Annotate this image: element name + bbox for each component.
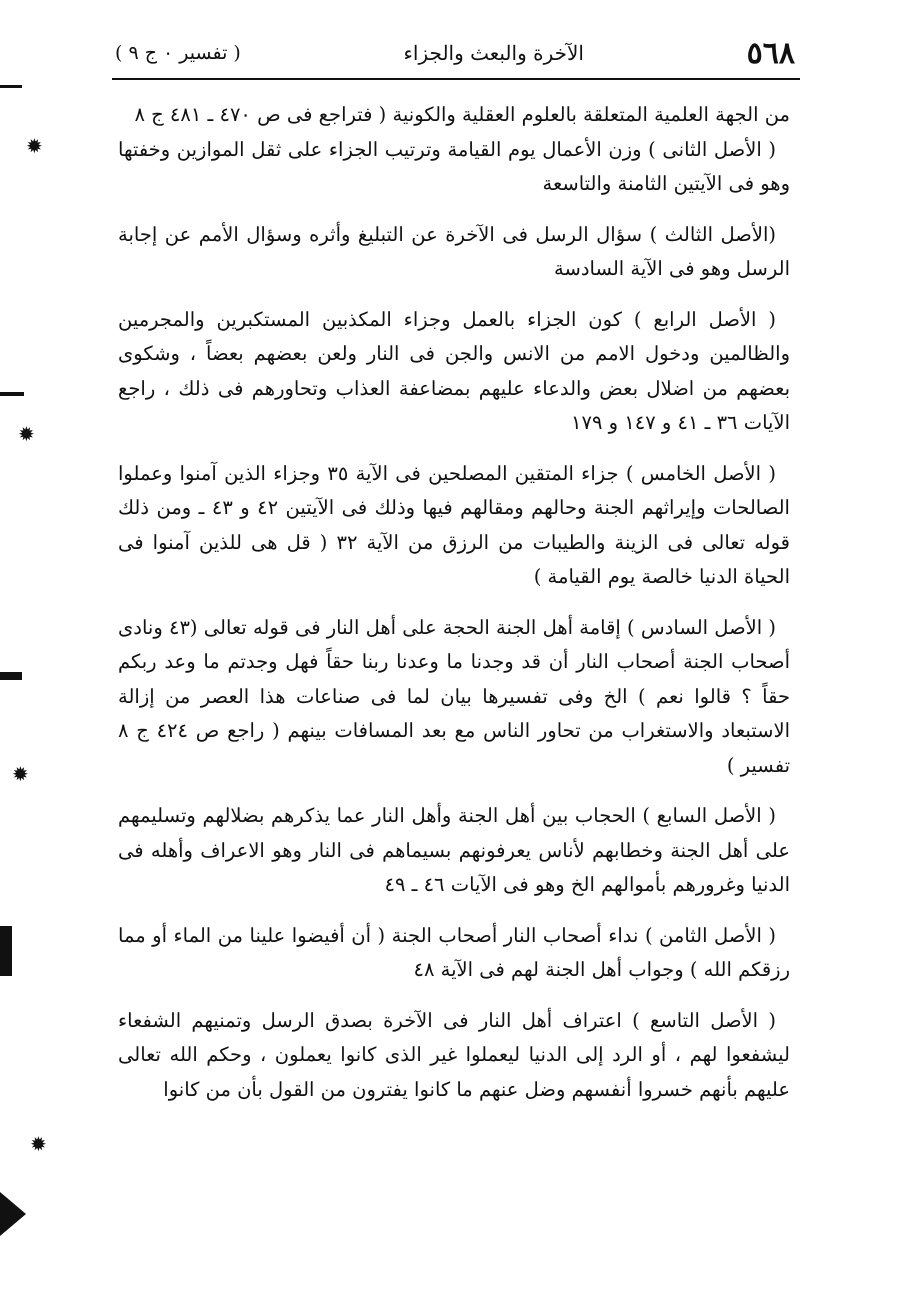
header-rule xyxy=(112,78,800,80)
scan-edge-mark xyxy=(0,1192,26,1236)
paragraph-asl-4: ( الأصل الرابع ) كون الجزاء بالعمل وجزاء المكذبين المستكبرين والمجرمين والظالمين ودخول الامم من الانس والجن فى النار ولعن بعضهم بعضاً ، وشكوى بعضهم من اضلال بعض والدعاء عليهم بمضاعفة العذاب وتحاورهم فى ذلك ، راجع الآيات ٣٦ ـ ٤١ و ١٤٧ و ١٧٩ xyxy=(118,307,790,434)
running-title: الآخرة والبعث والجزاء xyxy=(403,41,584,65)
book-reference: ( تفسير ٠ ج ٩ ) xyxy=(115,42,241,64)
scan-blot: ✹ xyxy=(18,422,35,446)
scan-blot: ✹ xyxy=(12,762,29,786)
paragraph-continuation: من الجهة العلمية المتعلقة بالعلوم العقلية والكونية ( فتراجع فى ص ٤٧٠ ـ ٤٨١ ج ٨ xyxy=(134,103,790,126)
paragraph-asl-5: ( الأصل الخامس ) جزاء المتقين المصلحين فى الآية ٣٥ وجزاء الذين آمنوا وعملوا الصالحات وإيراثهم الجنة وحالهم ومقالهم فيها وذلك فى الآيتين ٤٢ و ٤٣ ـ ومن ذلك قوله تعالى فى الزينة والطيبات من الرزق من الآية ٣٢ ( قل هى للذين آمنوا فى الحياة الدنيا خالصة يوم القيامة ) xyxy=(118,461,790,588)
paragraph-asl-3: (الأصل الثالث ) سؤال الرسل فى الآخرة عن التبليغ وأثره وسؤال الأمم عن إجابة الرسل وهو فى الآية السادسة xyxy=(118,222,790,280)
paragraph-asl-6: ( الأصل السادس ) إقامة أهل الجنة الحجة على أهل النار فى قوله تعالى (٤٣ ونادى أصحاب الجنة أصحاب النار أن قد وجدنا ما وعدنا ربنا حقاً فهل وجدتم ما وعد ربكم حقاً ؟ قالوا نعم ) الخ وفى تفسيرها بيان لما فى صناعات هذا العصر من إزالة الاستبعاد والاستغراب من تحاور الناس مع بعد المسافات بينهم ( راجع ص ٤٢٤ ج ٨ تفسير ) xyxy=(118,615,790,777)
page-body xyxy=(118,98,790,1107)
scan-edge-mark xyxy=(0,926,12,976)
scan-edge-mark xyxy=(0,392,24,396)
paragraph-asl-9: ( الأصل التاسع ) اعتراف أهل النار فى الآخرة بصدق الرسل وتمنيهم الشفعاء ليشفعوا لهم ، أو الرد إلى الدنيا ليعملوا غير الذى كانوا يعملون ، وحكم الله تعالى عليهم بأنهم خسروا أنفسهم وضل عنهم ما كانوا يفترون من القول بأن من كانوا xyxy=(118,1008,790,1101)
paragraph-asl-7: ( الأصل السابع ) الحجاب بين أهل الجنة وأهل النار عما يذكرهم بضلالهم وتسليمهم على أهل الجنة وخطابهم لأناس يعرفونهم بسيماهم فى النار وهو الاعراف وأهله فى الدنيا وغرورهم بأموالهم الخ وهو فى الآيات ٤٦ ـ ٤٩ xyxy=(118,804,790,896)
scan-edge-mark xyxy=(0,672,22,680)
scan-blot: ✹ xyxy=(30,1132,47,1156)
page-number: ٥٦٨ xyxy=(746,35,795,71)
scan-blot: ✹ xyxy=(26,134,43,158)
scan-edge-mark xyxy=(0,85,22,88)
page-header xyxy=(115,30,795,76)
paragraph-asl-2: ( الأصل الثانى ) وزن الأعمال يوم القيامة وترتيب الجزاء على ثقل الموازين وخفتها وهو فى الآيتين الثامنة والتاسعة xyxy=(118,137,790,195)
paragraph-asl-8: ( الأصل الثامن ) نداء أصحاب النار أصحاب الجنة ( أن أفيضوا علينا من الماء أو مما رزقكم الله ) وجواب أهل الجنة لهم فى الآية ٤٨ xyxy=(118,923,790,981)
